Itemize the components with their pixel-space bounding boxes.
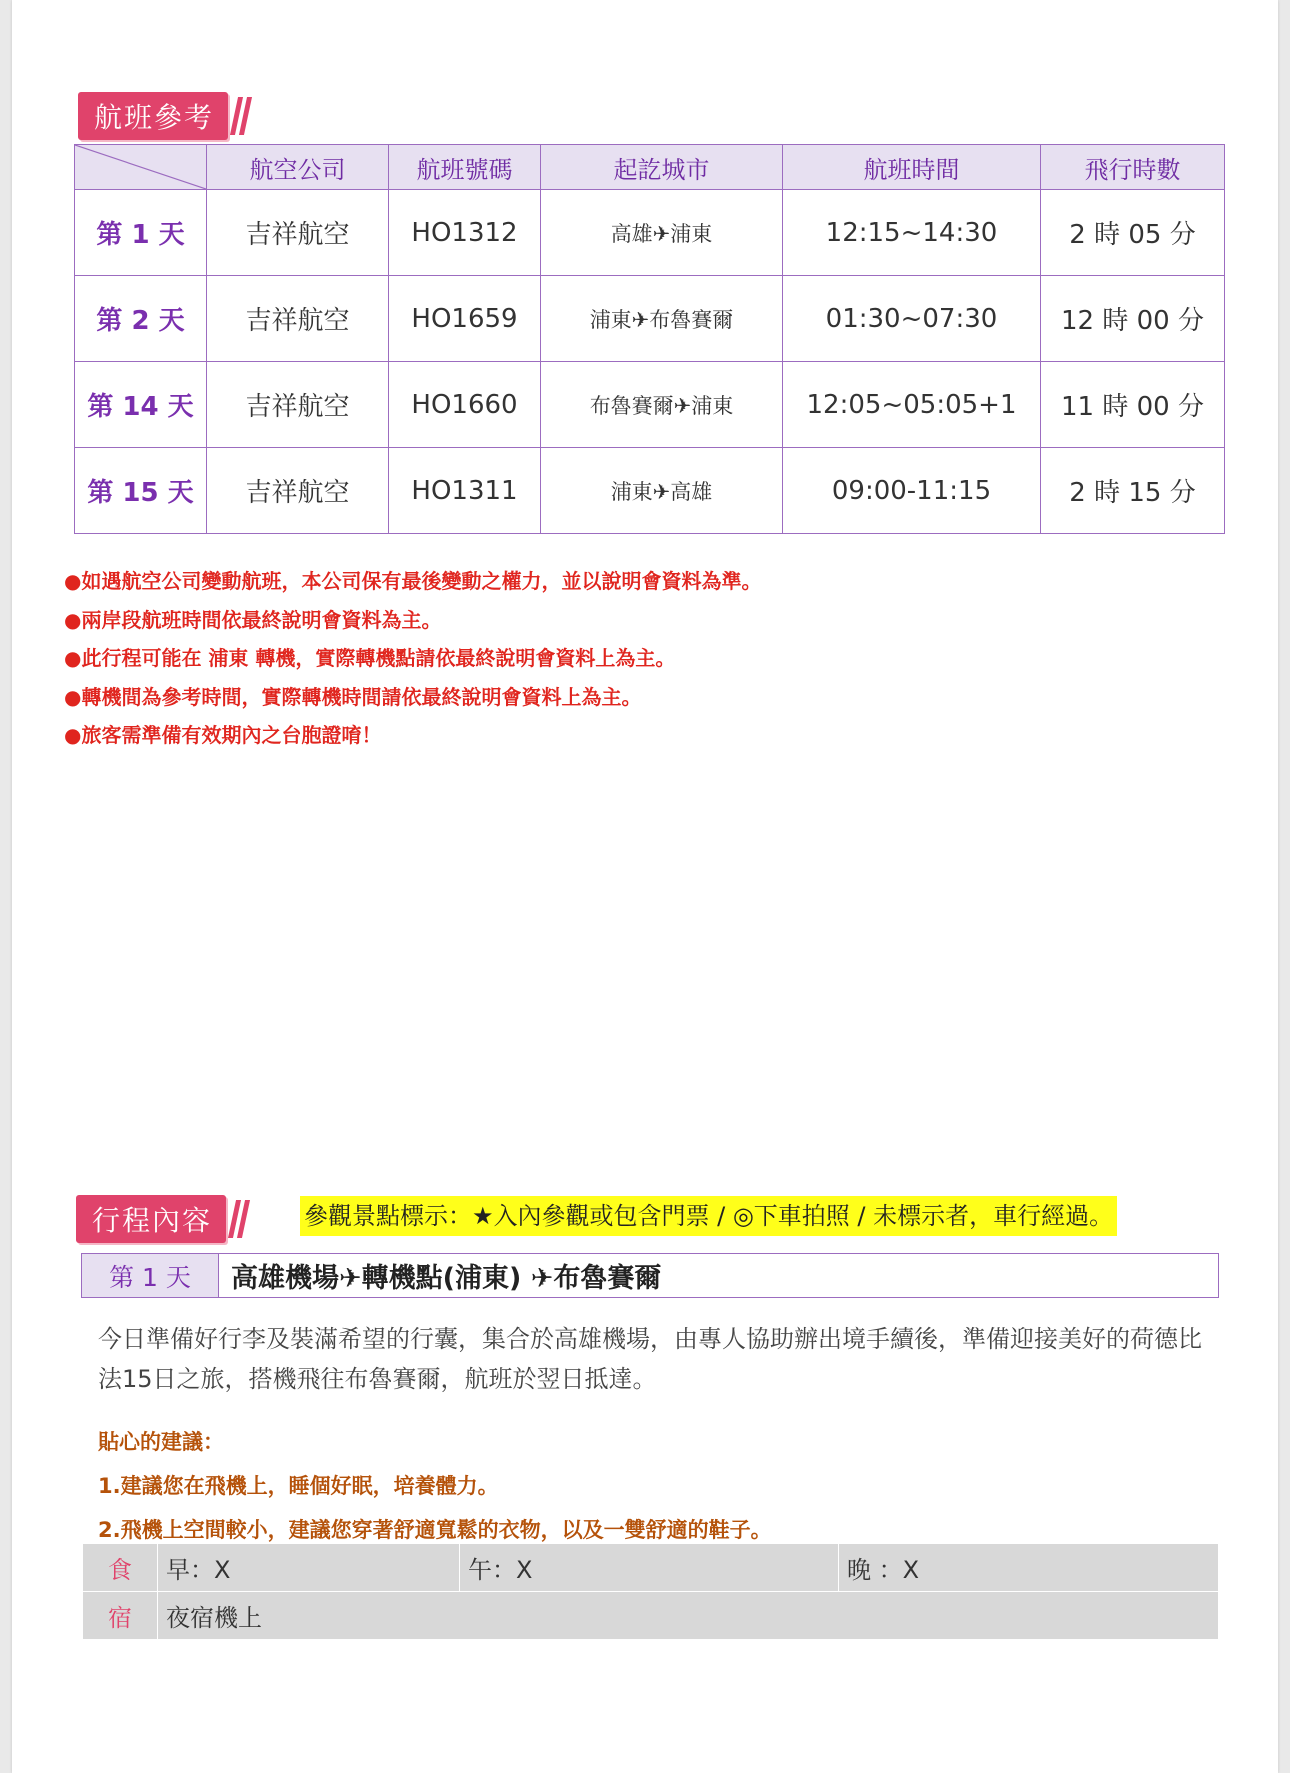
row-flight: HO1660 <box>389 362 541 448</box>
lodging-label: 宿 <box>83 1592 158 1640</box>
lunch-value: 午：X <box>460 1544 839 1592</box>
tips-title: 貼心的建議： <box>98 1430 224 1454</box>
lodging-value: 夜宿機上 <box>158 1592 1219 1640</box>
flight-section-tag <box>78 92 248 140</box>
row-time: 01:30~07:30 <box>783 276 1041 362</box>
itinerary-section-tag <box>76 1195 246 1243</box>
row-airline: 吉祥航空 <box>207 190 389 276</box>
row-route: 浦東✈布魯賽爾 <box>541 276 783 362</box>
row-day: 第 14 天 <box>75 362 207 448</box>
row-flight: HO1311 <box>389 448 541 534</box>
row-time: 12:15~14:30 <box>783 190 1041 276</box>
note-item: ●兩岸段航班時間依最終說明會資料為主。 <box>64 607 442 632</box>
note-item: ●旅客需準備有效期內之台胞證唷！ <box>64 723 382 747</box>
note-item: ●此行程可能在 浦東 轉機，實際轉機點請依最終說明會資料上為主。 <box>64 646 676 670</box>
note-item: ●如遇航空公司變動航班，本公司保有最後變動之權力，並以說明會資料為準。 <box>64 569 762 593</box>
table-row <box>75 448 1225 534</box>
tag-bars-decoration <box>228 1200 250 1238</box>
header-duration: 飛行時數 <box>1041 145 1225 190</box>
row-day: 第 15 天 <box>75 448 207 534</box>
tips-block <box>98 1420 772 1552</box>
row-day: 第 1 天 <box>75 190 207 276</box>
dinner-value: 晚 ：X <box>839 1544 1219 1592</box>
flight-section-title: 航班參考 <box>78 92 228 140</box>
header-flight-number: 航班號碼 <box>389 145 541 190</box>
row-duration: 2 時 15 分 <box>1041 448 1225 534</box>
row-duration: 11 時 00 分 <box>1041 362 1225 448</box>
row-flight: HO1312 <box>389 190 541 276</box>
breakfast-value: 早：X <box>158 1544 460 1592</box>
row-airline: 吉祥航空 <box>207 362 389 448</box>
day-header <box>81 1253 1219 1298</box>
row-airline: 吉祥航空 <box>207 276 389 362</box>
flight-table-header <box>75 145 1225 190</box>
diagonal-header-cell <box>75 145 207 190</box>
row-time: 12:05~05:05+1 <box>783 362 1041 448</box>
day-label: 第 1 天 <box>82 1254 219 1297</box>
table-row <box>75 190 1225 276</box>
day-description: 今日準備好行李及裝滿希望的行囊，集合於高雄機場，由專人協助辦出境手續後，準備迎接美好的荷德比法15日之旅，搭機飛往布魯賽爾，航班於翌日抵達。 <box>98 1325 1202 1393</box>
flight-table <box>74 144 1225 534</box>
document-page <box>12 0 1278 1773</box>
meals-lodging-table <box>82 1543 1219 1640</box>
day-route: 高雄機場✈轉機點(浦東) ✈布魯賽爾 <box>231 1263 662 1294</box>
header-time: 航班時間 <box>783 145 1041 190</box>
flight-notes <box>64 562 761 755</box>
row-flight: HO1659 <box>389 276 541 362</box>
row-route: 高雄✈浦東 <box>541 190 783 276</box>
row-route: 浦東✈高雄 <box>541 448 783 534</box>
table-row <box>75 362 1225 448</box>
header-airline: 航空公司 <box>207 145 389 190</box>
sightseeing-legend: 參觀景點標示：★入內參觀或包含門票 / ◎下車拍照 / 未標示者，車行經過。 <box>300 1196 1117 1236</box>
meals-label: 食 <box>83 1544 158 1592</box>
row-time: 09:00-11:15 <box>783 448 1041 534</box>
header-route: 起訖城市 <box>541 145 783 190</box>
tag-bars-decoration <box>230 97 252 135</box>
tip-item: 1.建議您在飛機上，睡個好眠，培養體力。 <box>98 1474 499 1498</box>
meals-row <box>83 1544 1219 1592</box>
itinerary-section-title: 行程內容 <box>76 1195 226 1243</box>
lodging-row <box>83 1592 1219 1640</box>
row-day: 第 2 天 <box>75 276 207 362</box>
tip-item: 2.飛機上空間較小，建議您穿著舒適寬鬆的衣物，以及一雙舒適的鞋子。 <box>98 1518 772 1542</box>
note-item: ●轉機間為參考時間，實際轉機時間請依最終說明會資料上為主。 <box>64 684 642 709</box>
row-airline: 吉祥航空 <box>207 448 389 534</box>
row-duration: 2 時 05 分 <box>1041 190 1225 276</box>
table-row <box>75 276 1225 362</box>
row-route: 布魯賽爾✈浦東 <box>541 362 783 448</box>
row-duration: 12 時 00 分 <box>1041 276 1225 362</box>
